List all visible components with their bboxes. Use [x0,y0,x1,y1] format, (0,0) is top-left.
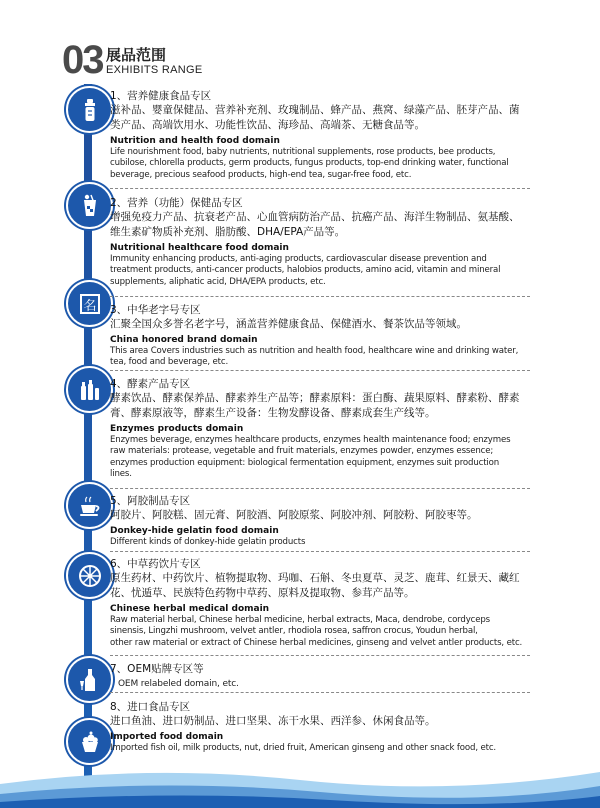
section-8-title: 8、进口食品专区 [110,701,191,713]
drink-glass-icon [66,182,113,229]
section-title-cn: 展品范围 [106,46,167,64]
section-number: 03 [62,38,103,82]
section-2-en-line-2: treatment products, anti-cancer products, halobios products, amino acid, vitamin and mineral [110,265,501,276]
section-6-cn-line-1: 原生药材、中药饮片、植物提取物、玛咖、石斛、冬虫夏草、灵芝、鹿茸、红景天、藏红 [110,572,520,584]
section-divider [110,488,530,489]
exhibit-section-5 [110,494,530,548]
section-5-cn-line-1: 阿胶片、阿胶糕、固元膏、阿胶酒、阿胶原浆、阿胶冲剂、阿胶粉、阿胶枣等。 [110,509,478,521]
section-6-cn-line-2: 花、忧遁草、民族特色药物中草药、原料及提取物、参茸产品等。 [110,587,415,599]
exhibit-section-4 [110,377,530,480]
section-5-en-line-1: Different kinds of donkey-hide gelatin products [110,537,306,547]
section-1-en-line-3: beverage, precious seafood products, high-end tea, sugar-free food, etc. [110,169,412,180]
section-8-en-title: Imported food domain [110,732,224,742]
section-2-en-line-3: supplements, aliphatic acid, DHA/EPA products, etc. [110,276,326,287]
section-4-cn-line-2: 膏、酵素原液等，酵素生产设备：生物发酵设备、酵素成套生产线等。 [110,407,436,419]
section-3-en-line-2: tea, food and beverage, etc. [110,357,229,368]
section-1-cn-line-1: 滋补品、婴童保健品、营养补充剂、玫瑰制品、蜂产品、燕窝、绿藻产品、胚芽产品、菌 [110,104,520,116]
section-2-title: 2、营养（功能）保健品专区 [110,197,243,209]
dessert-cup-icon [66,718,113,765]
section-divider [110,551,530,552]
section-divider [110,188,530,189]
section-3-en-line-1: This area Covers industries such as nutrition and health food, healthcare wine and drinking water, [110,346,519,356]
section-3-title: 3、中华老字号专区 [110,304,201,316]
section-1-title: 1、营养健康食品专区 [110,90,212,102]
section-3-cn-line-1: 汇聚全国众多誉名老字号，涵盖营养健康食品、保健酒水、餐茶饮品等领域。 [110,318,467,330]
section-divider [110,296,530,297]
section-4-en-line-3: enzymes production equipment: biological fermentation equipment, enzymes suit production [110,457,500,468]
section-1-en-line-2: cubilose, chlorella products, germ products, fungus products, top-end drinking water, functional [110,158,509,169]
section-2-cn-line-2: 维生素矿物质补充剂、脂肪酸、DHA/EPA产品等。 [110,226,346,238]
section-6-en-line-2: sinensis, Lingzhi mushroom, velvet antler, rhodiola rosea, saffron crocus, Youdun herbal, [110,626,478,637]
exhibit-section-2 [110,196,530,288]
exhibit-section-8 [110,700,530,754]
section-header [62,40,262,84]
section-7-title: 7、OEM贴牌专区等 [110,663,204,675]
exhibit-section-3 [110,303,530,369]
section-2-en-line-1: Immunity enhancing products, anti-aging products, cardiovascular disease prevention and [110,254,487,264]
section-1-cn-line-2: 类产品、高端饮用水、功能性饮品、海珍品、高端茶、无糖食品等。 [110,119,425,131]
bottom-wave-decoration [0,764,600,808]
section-4-en-line-1: Enzymes beverage, enzymes healthcare products, enzymes health maintenance food; enzymes [110,435,511,445]
citrus-slice-icon [66,552,113,599]
section-6-en-line-3: other raw material or extract of Chinese herbal medicines, ginseng and velvet antler products, etc. [110,637,523,648]
section-4-cn-line-1: 酵素饮品、酵素保养品、酵素养生产品等；酵素原料：蛋白酶、蔬果原料、酵素粉、酵素 [110,392,520,404]
exhibit-section-7 [110,662,530,690]
wine-bottle-icon [66,656,113,703]
section-5-en-title: Donkey-hide gelatin food domain [110,526,279,536]
section-4-en-line-4: lines. [110,468,132,479]
section-6-en-line-1: Raw material herbal, Chinese herbal medicine, herbal extracts, Maca, dendrobe, cordyceps [110,615,491,625]
section-5-title: 5、阿胶制品专区 [110,495,191,507]
section-6-en-title: Chinese herbal medical domain [110,604,270,614]
section-1-en-line-1: Life nourishment food, baby nutrients, nutritional supplements, rose products, bee products, [110,147,496,157]
baby-bottle-icon [66,86,113,133]
section-8-cn-line-1: 进口鱼油、进口奶制品、进口坚果、冻干水果、西洋参、休闲食品等。 [110,715,436,727]
section-4-title: 4、酵素产品专区 [110,378,191,390]
section-6-title: 6、中草药饮片专区 [110,558,201,570]
section-8-en-line-1: Imported fish oil, milk products, nut, dried fruit, American ginseng and other snack food, etc. [110,743,496,753]
exhibit-section-1 [110,89,530,181]
section-2-cn-line-1: 增强免疫力产品、抗衰老产品、心血管病防治产品、抗癌产品、海洋生物制品、氨基酸、 [110,211,520,223]
svg-text:名: 名 [82,298,97,314]
section-3-en-title: China honored brand domain [110,335,258,345]
teacup-icon [66,482,113,529]
section-2-en-title: Nutritional healthcare food domain [110,243,289,253]
seal-character-icon [66,280,113,327]
section-divider [110,655,530,656]
section-1-en-title: Nutrition and health food domain [110,136,280,146]
bottles-icon [66,366,113,413]
section-4-en-title: Enzymes products domain [110,424,244,434]
section-7-en-line-1: OEM relabeled domain, etc. [118,679,239,689]
exhibit-section-6 [110,557,530,649]
section-title-en: EXHIBITS RANGE [106,64,203,76]
section-4-en-line-2: raw materials: protease, vegetable and fruit materials, enzymes powder, enzymes essence; [110,446,494,457]
section-divider [110,692,530,693]
section-divider [110,370,530,371]
